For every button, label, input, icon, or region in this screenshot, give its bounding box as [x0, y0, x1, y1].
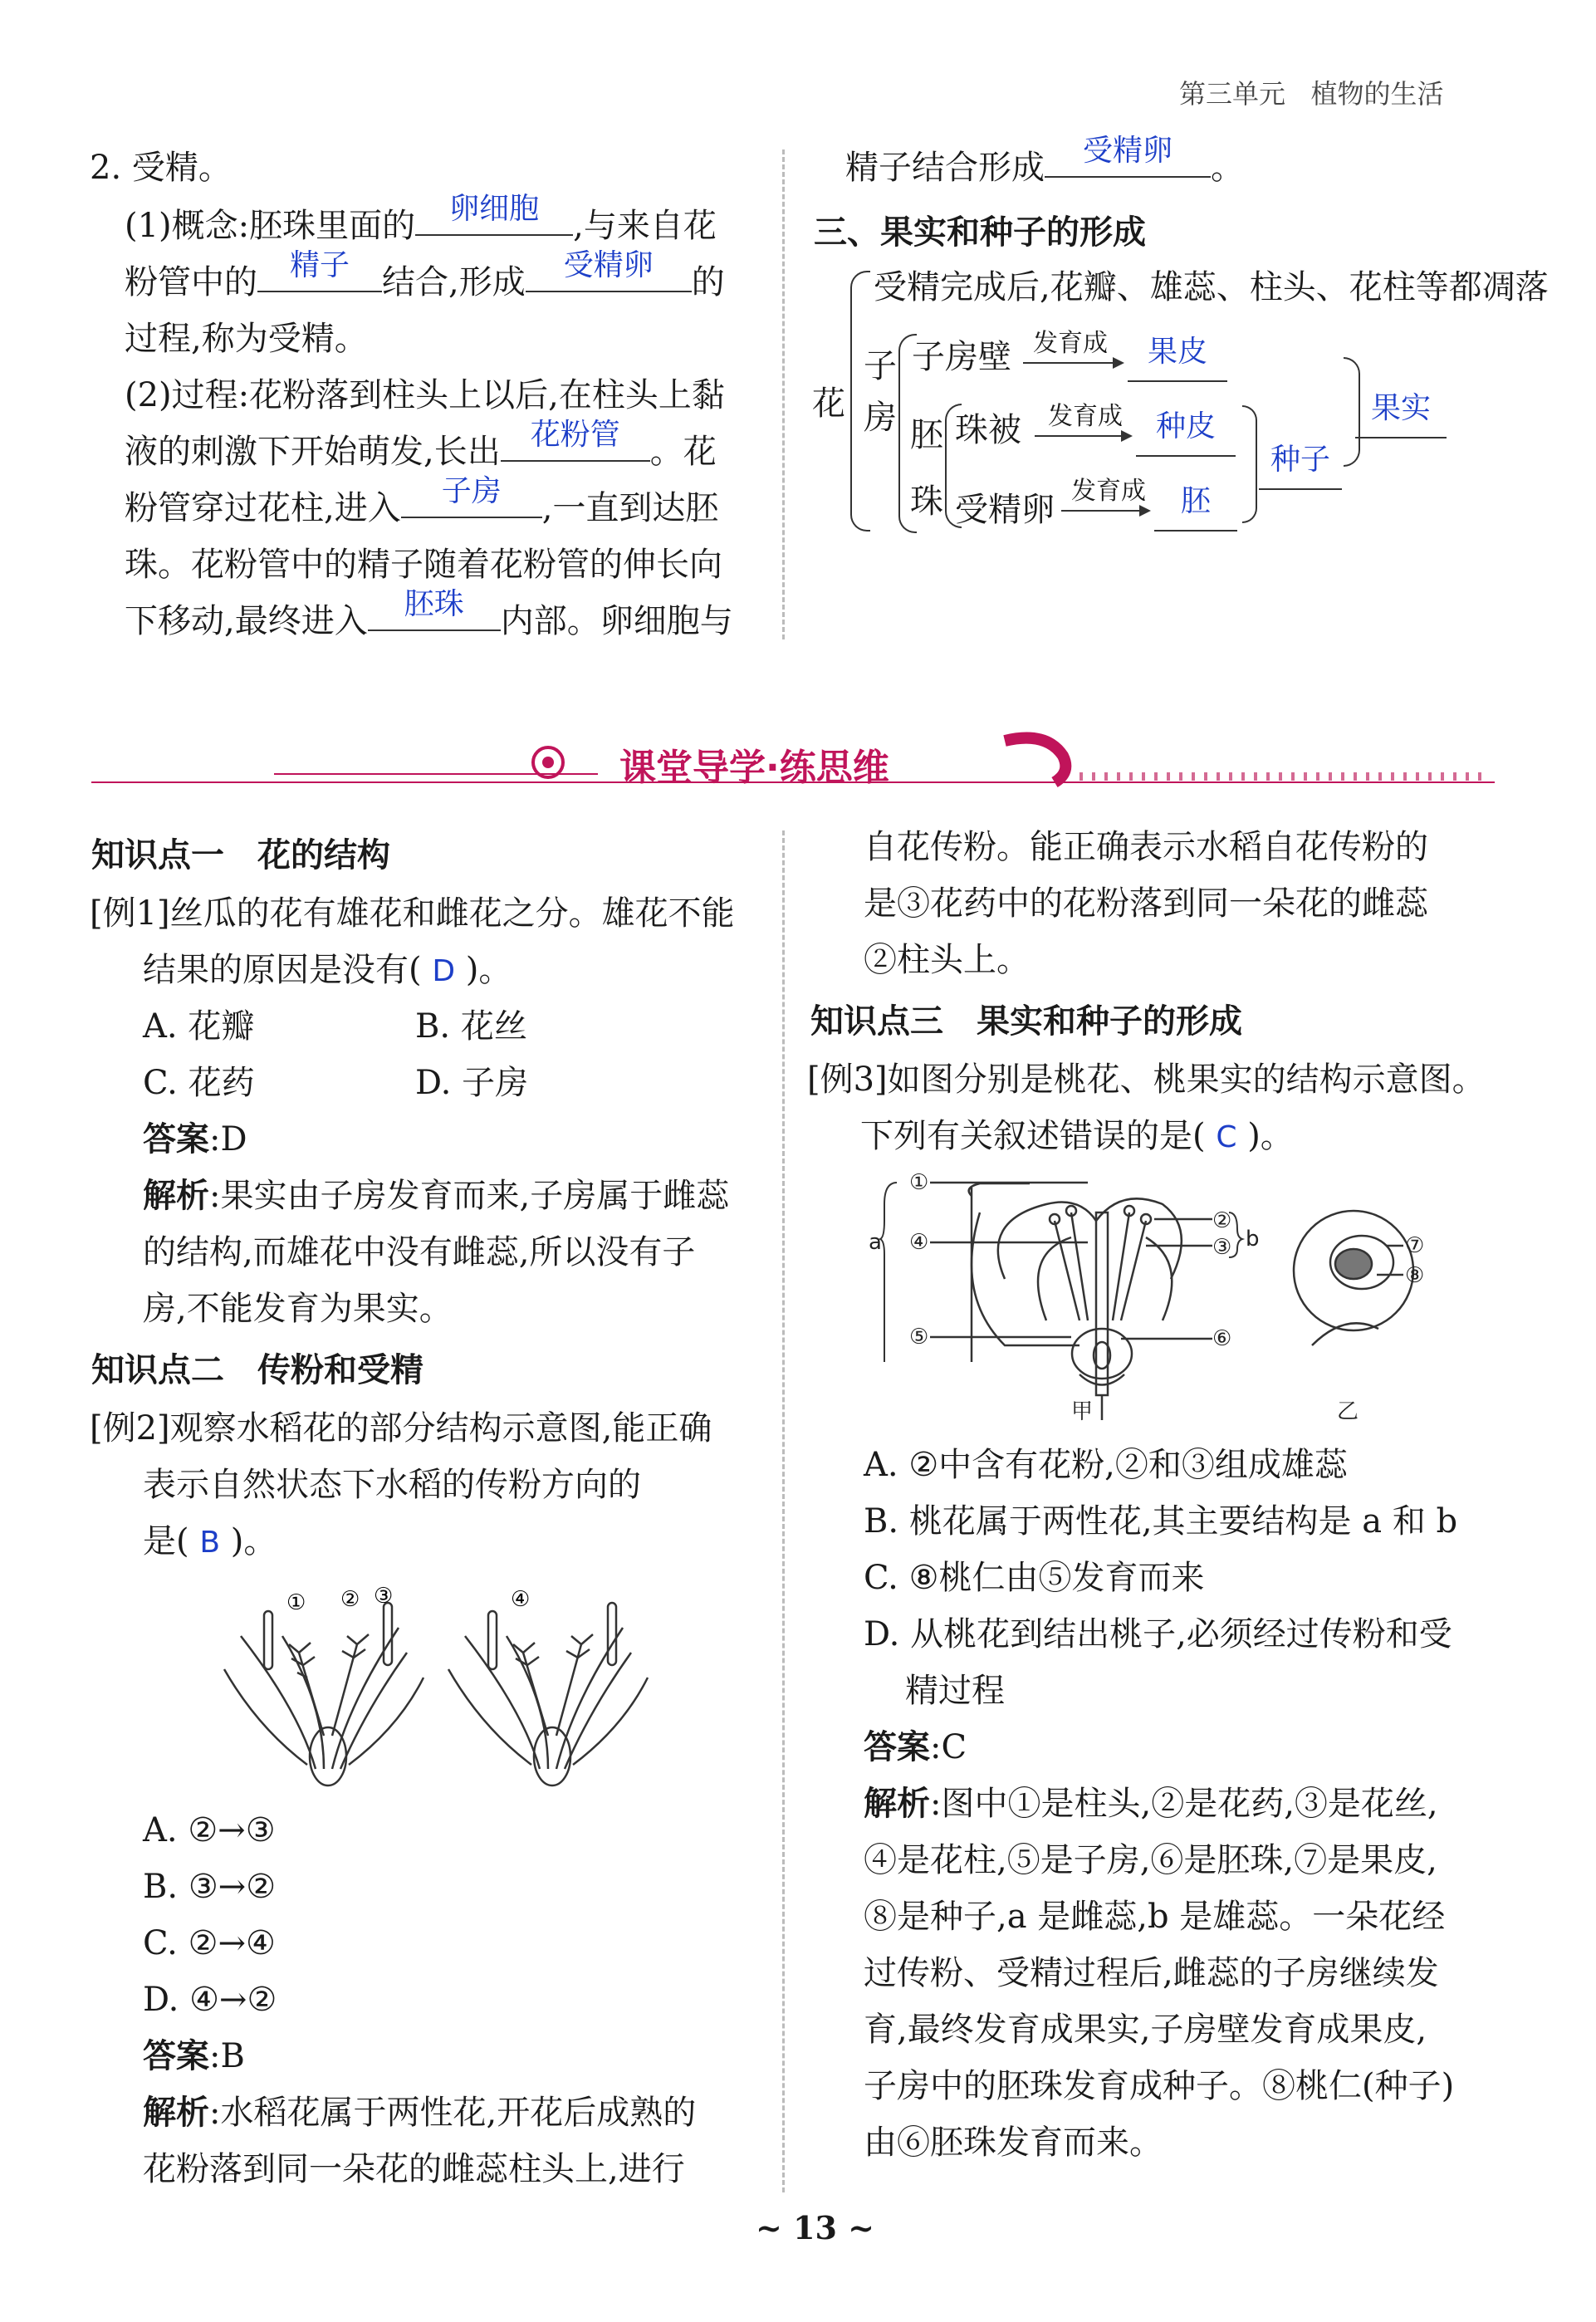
- text: 下移动,最终进入: [125, 602, 368, 640]
- explanation-3-line-7: 由⑥胚珠发育而来。: [864, 2124, 1163, 2162]
- peach-label-jia: 甲: [1071, 1399, 1094, 1424]
- peach-label-4: ④: [909, 1230, 929, 1255]
- text: 结果的原因是没有(: [143, 951, 422, 989]
- process-line-3: [125, 474, 719, 536]
- answer-example-3: C: [1216, 1120, 1237, 1154]
- peach-label-3: ③: [1212, 1235, 1232, 1260]
- answer-value: :B: [209, 2037, 245, 2075]
- option-2b: B. ③→②: [143, 1868, 277, 1906]
- page-number: ~ 13 ~: [756, 2209, 875, 2246]
- answer-seed: 种子: [1270, 443, 1330, 477]
- text: )。: [465, 951, 512, 989]
- text: 粉管中的: [125, 263, 257, 301]
- answer-label: 答案: [143, 1120, 209, 1159]
- explanation-3-line-1: [864, 1776, 1438, 1832]
- peach-figure: [869, 1170, 1478, 1424]
- explanation-2-line-1: [143, 2084, 696, 2141]
- text: )。: [1247, 1117, 1294, 1155]
- diagram-integument: 珠被: [955, 411, 1021, 449]
- peach-label-yi: 乙: [1337, 1399, 1359, 1424]
- text: 。花: [649, 433, 717, 471]
- diagram-fertilized-egg: 受精卵: [955, 491, 1055, 529]
- explanation-3-line-5: 育,最终发育成果实,子房壁发育成果皮,: [864, 2011, 1427, 2049]
- develop-label-2: 发育成: [1048, 402, 1123, 431]
- answer-value: :C: [930, 1728, 967, 1766]
- diagram-top-line: 受精完成后,花瓣、雄蕊、柱头、花柱等都凋落: [874, 268, 1549, 306]
- column-divider-top: [782, 149, 785, 639]
- blank-egg-cell: [415, 192, 573, 236]
- answer-3: [864, 1719, 967, 1776]
- text: 是(: [143, 1522, 189, 1560]
- text: ,一直到达胚: [541, 489, 719, 527]
- answer-sperm: 精子: [289, 248, 350, 282]
- develop-label-3: 发育成: [1071, 477, 1146, 506]
- peach-label-7: ⑦: [1405, 1233, 1425, 1258]
- option-3d-cont: 精过程: [905, 1672, 1005, 1710]
- blank-sperm: [257, 248, 382, 292]
- peach-label-8: ⑧: [1405, 1263, 1425, 1288]
- text: )。: [230, 1522, 277, 1560]
- explanation-3-line-2: ④是花柱,⑤是子房,⑥是胚珠,⑦是果皮,: [864, 1841, 1437, 1879]
- answer-1: [143, 1111, 247, 1168]
- option-2a: A. ②→③: [143, 1811, 276, 1849]
- header-unit: 第三单元: [1179, 78, 1286, 110]
- option-b: B. 花丝: [415, 1007, 527, 1046]
- blank-ovule: [368, 587, 501, 631]
- diagram-ovary: 子房: [864, 347, 897, 437]
- option-2d: D. ④→②: [143, 1981, 277, 2019]
- cont-line-1: 自花传粉。能正确表示水稻自花传粉的: [864, 828, 1428, 866]
- blank-fruit: [1355, 379, 1447, 438]
- answer-example-1: D: [432, 954, 456, 988]
- cont-line-2: 是③花药中的花粉落到同一朵花的雌蕊: [864, 884, 1428, 923]
- example-2-line-3: [143, 1513, 277, 1571]
- answer-pollen-tube: 花粉管: [530, 418, 620, 452]
- example-3-line-1: [例3]如图分别是桃花、桃果实的结构示意图。: [807, 1061, 1486, 1099]
- blank-ovary: [401, 474, 542, 518]
- example-1-line-2: [143, 942, 512, 1000]
- blank-pollen-tube: [501, 418, 650, 462]
- text: 内部。卵细胞与: [500, 602, 733, 640]
- peach-label-b: b: [1246, 1227, 1260, 1252]
- concept-line-2: [125, 248, 725, 311]
- blank-seed: [1259, 430, 1342, 490]
- example-1-line-1: [例1]丝瓜的花有雄花和雌花之分。雄花不能: [90, 894, 735, 933]
- peach-label-2: ②: [1212, 1208, 1232, 1233]
- answer-ovule: 胚珠: [404, 587, 464, 621]
- process-line-5: [125, 587, 733, 649]
- example-3-line-2: [860, 1108, 1294, 1166]
- blank-embryo: [1154, 472, 1237, 532]
- option-3d: D. 从桃花到结出桃子,必须经过传粉和受: [864, 1615, 1452, 1653]
- answer-seed-coat: 种皮: [1155, 409, 1216, 443]
- answer-egg-cell: 卵细胞: [449, 192, 540, 226]
- explanation-3-line-3: ⑧是种子,a 是雌蕊,b 是雄蕊。一朵花经: [864, 1898, 1446, 1936]
- option-c: C. 花药: [143, 1064, 255, 1102]
- text: 结合,形成: [382, 263, 526, 301]
- diagram-ovary-wall: 子房壁: [912, 338, 1011, 376]
- blank-zygote: [526, 248, 692, 292]
- example-2-line-2: 表示自然状态下水稻的传粉方向的: [143, 1466, 641, 1504]
- arrow-3: [1061, 510, 1148, 512]
- concept-line-1: [125, 192, 717, 254]
- text: 的: [691, 263, 725, 301]
- option-2c: C. ②→④: [143, 1924, 276, 1962]
- arrow-1: [1023, 362, 1121, 364]
- option-3a: A. ②中含有花粉,②和③组成雄蕊: [864, 1446, 1348, 1484]
- answer-zygote-2: 受精卵: [1082, 134, 1173, 168]
- page-header: [1179, 73, 1444, 111]
- answer-label: 答案: [143, 2037, 209, 2075]
- answer-embryo: 胚: [1180, 484, 1211, 518]
- explanation-1-line-2: 的结构,而雄花中没有雌蕊,所以没有子: [143, 1233, 696, 1271]
- blank-seed-coat: [1136, 397, 1236, 457]
- fertilization-heading: 2. 受精。: [90, 149, 232, 187]
- develop-label-1: 发育成: [1033, 329, 1108, 358]
- fig-label-3: ③: [374, 1584, 394, 1609]
- answer-pericarp: 果皮: [1147, 335, 1207, 369]
- peach-label-6: ⑥: [1212, 1326, 1232, 1351]
- answer-fruit: 果实: [1370, 391, 1431, 425]
- diagram-flower: 花: [812, 385, 845, 423]
- text: ,与来自花: [573, 207, 717, 245]
- arrow-2: [1035, 435, 1129, 437]
- explanation-3-line-4: 过传粉、受精过程后,雌蕊的子房继续发: [864, 1954, 1439, 1992]
- peach-label-5: ⑤: [909, 1325, 929, 1350]
- peach-label-1: ①: [909, 1170, 929, 1195]
- blank-zygote-2: [1045, 134, 1211, 178]
- banner-title: 课堂导学·练思维: [619, 747, 889, 789]
- text: :图中①是柱头,②是花药,③是花丝,: [930, 1785, 1438, 1823]
- rice-flower-figure: [208, 1578, 706, 1794]
- concept-line-3: 过程,称为受精。: [125, 320, 368, 358]
- option-a: A. 花瓣: [143, 1007, 255, 1046]
- answer-label: 答案: [864, 1728, 930, 1766]
- explanation-label: 解析: [143, 2094, 209, 2132]
- option-3c: C. ⑧桃仁由⑤发育而来: [864, 1559, 1205, 1597]
- text: 。: [1211, 149, 1244, 187]
- example-2-line-1: [例2]观察水稻花的部分结构示意图,能正确: [90, 1409, 712, 1448]
- zygote-line: [845, 134, 1244, 196]
- knowledge-point-1: 知识点一 花的结构: [91, 836, 390, 874]
- diagram-ovule: 胚珠: [910, 416, 943, 521]
- blank-pericarp: [1128, 322, 1227, 382]
- text: (1)概念:胚珠里面的: [125, 207, 416, 245]
- option-3b: B. 桃花属于两性花,其主要结构是 a 和 b: [864, 1502, 1458, 1541]
- text: 粉管穿过花柱,进入: [125, 489, 401, 527]
- process-line-1: (2)过程:花粉落到柱头上以后,在柱头上黏: [125, 376, 725, 414]
- fig-label-1: ①: [286, 1590, 306, 1615]
- header-topic: 植物的生活: [1310, 78, 1444, 110]
- option-d: D. 子房: [415, 1064, 529, 1102]
- knowledge-point-2: 知识点二 传粉和受精: [91, 1351, 423, 1389]
- answer-ovary: 子房: [441, 474, 502, 508]
- text: :果实由子房发育而来,子房属于雌蕊: [209, 1177, 730, 1215]
- process-line-4: 珠。花粉管中的精子随着花粉管的伸长向: [125, 546, 722, 584]
- explanation-2-line-2: 花粉落到同一朵花的雌蕊柱头上,进行: [143, 2150, 685, 2188]
- column-divider-bottom: [782, 830, 785, 2192]
- knowledge-point-3: 知识点三 果实和种子的形成: [810, 1002, 1242, 1041]
- cont-line-3: ②柱头上。: [864, 941, 1030, 979]
- explanation-label: 解析: [864, 1785, 930, 1823]
- answer-example-2: B: [199, 1526, 221, 1560]
- explanation-1-line-3: 房,不能发育为果实。: [143, 1290, 453, 1328]
- text: 下列有关叙述错误的是(: [860, 1117, 1206, 1155]
- explanation-3-line-6: 子房中的胚珠发育成种子。⑧桃仁(种子): [864, 2067, 1455, 2105]
- peach-label-a: a: [869, 1230, 882, 1255]
- process-line-2: [125, 418, 717, 480]
- brace-seed: [1242, 405, 1257, 523]
- fig-label-2: ②: [340, 1587, 360, 1612]
- explanation-1-line-1: [143, 1168, 729, 1224]
- text: 液的刺激下开始萌发,长出: [125, 433, 501, 471]
- answer-value: :D: [209, 1120, 247, 1159]
- text: :水稻花属于两性花,开花后成熟的: [209, 2094, 697, 2132]
- section-fruit-seed: 三、果实和种子的形成: [814, 213, 1146, 252]
- answer-2: [143, 2028, 245, 2084]
- fig-label-4: ④: [511, 1587, 531, 1612]
- text: 精子结合形成: [845, 149, 1045, 187]
- answer-zygote: 受精卵: [563, 248, 654, 282]
- explanation-label: 解析: [143, 1177, 209, 1215]
